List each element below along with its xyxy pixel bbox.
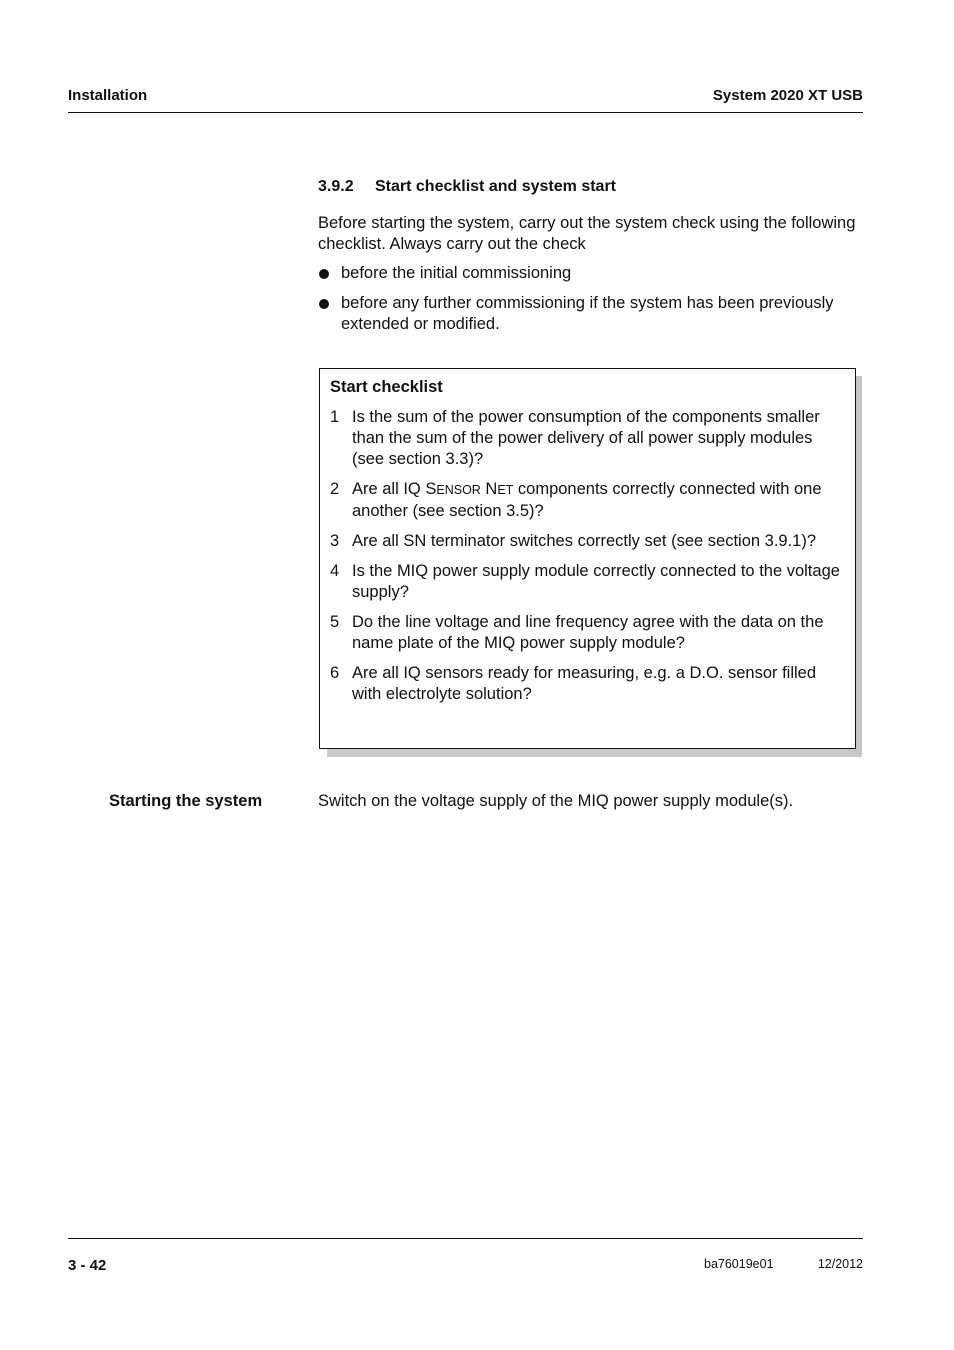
section-title: Start checklist and system start <box>375 178 616 195</box>
intro-paragraph: Before starting the system, carry out the system check using the following checklist. Always carry out the check <box>318 214 856 253</box>
bullet-icon <box>319 269 329 279</box>
bullet-item <box>318 263 863 284</box>
checklist-item-text: Is the sum of the power consumption of the components smaller than the sum of the power delivery of all power supply modules (see section 3.3)? <box>352 408 820 468</box>
checklist-item <box>330 479 845 522</box>
footer-divider <box>68 1238 863 1239</box>
checklist-item-number: 1 <box>330 408 340 426</box>
bullet-list <box>318 263 863 344</box>
page-number: 3 - 42 <box>68 1257 107 1274</box>
checklist-item <box>330 407 845 470</box>
checklist-item-number: 2 <box>330 480 340 498</box>
margin-heading-starting: Starting the system <box>109 792 263 810</box>
bullet-text: before any further commissioning if the system has been previously extended or modified. <box>341 294 834 333</box>
bullet-icon <box>319 299 329 309</box>
checklist-items <box>330 407 845 705</box>
starting-instruction: Switch on the voltage supply of the MIQ power supply module(s). <box>318 792 794 810</box>
section-heading <box>318 178 616 196</box>
section-number: 3.9.2 <box>318 178 354 195</box>
checklist-item-number: 3 <box>330 532 340 550</box>
checklist-item-number: 5 <box>330 613 340 631</box>
checklist-item <box>330 531 845 552</box>
checklist-title: Start checklist <box>330 378 443 396</box>
checklist-item <box>330 612 845 654</box>
header-product: System 2020 XT USB <box>712 87 863 104</box>
checklist-item-text: Are all SN terminator switches correctly set (see section 3.9.1)? <box>352 532 817 550</box>
checklist-item-number: 6 <box>330 664 340 682</box>
document-date: 12/2012 <box>817 1257 863 1271</box>
checklist-item-text: Are all IQ sensors ready for measuring, e.g. a D.O. sensor filled with electrolyte solution? <box>352 664 817 703</box>
checklist-item-text: Is the MIQ power supply module correctly connected to the voltage supply? <box>352 562 840 601</box>
checklist-item <box>330 663 845 705</box>
document-id: ba76019e01 <box>704 1257 774 1271</box>
checklist-item-number: 4 <box>330 562 340 580</box>
header-divider <box>68 112 863 113</box>
checklist-box <box>319 368 856 749</box>
checklist-item-text: Are all IQ SENSOR NET components correctly connected with one another (see section 3.5)? <box>352 480 822 520</box>
bullet-item <box>318 293 863 335</box>
header-chapter: Installation <box>68 87 148 104</box>
checklist-item-text: Do the line voltage and line frequency agree with the data on the name plate of the MIQ power supply module? <box>352 613 824 652</box>
checklist-item <box>330 561 845 603</box>
bullet-text: before the initial commissioning <box>341 264 572 282</box>
